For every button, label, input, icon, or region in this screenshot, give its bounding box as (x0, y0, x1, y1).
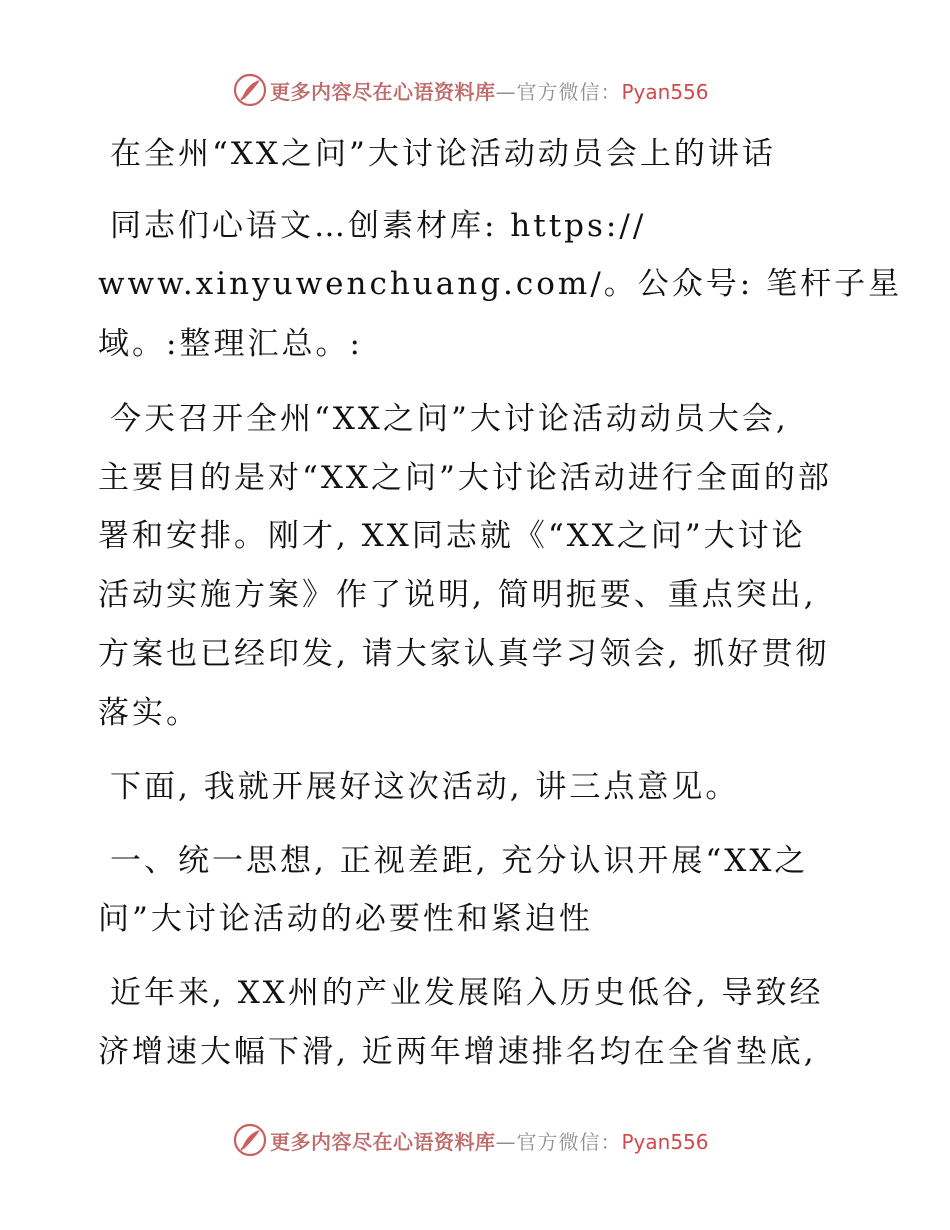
para1-line-5: 方案也已经印发, 请大家认真学习领会, 抓好贯彻 (98, 636, 830, 672)
footer-wechat-id: Pyan556 (621, 1130, 709, 1154)
para1-line-3: 署和安排。刚才, XX同志就《“XX之问”大讨论 (98, 518, 806, 554)
para1-line-6: 落实。 (98, 695, 200, 731)
footer-banner-text: 更多内容尽在心语资料库 (270, 1130, 496, 1154)
footer-banner-separator: —官方微信： (495, 1130, 622, 1154)
quill-logo-icon (232, 1122, 268, 1158)
footer-banner (0, 1120, 950, 1160)
para1-line-2: 主要目的是对“XX之问”大讨论活动进行全面的部 (98, 460, 832, 496)
intro-line-3: 域。:整理汇总。: (98, 326, 363, 362)
para3-line-2: 济增速大幅下滑, 近两年增速排名均在全省垫底, (98, 1034, 817, 1070)
banner-separator: —官方微信： (495, 80, 622, 104)
para1-line-1: 今天召开全州“XX之问”大讨论活动动员大会, (110, 401, 789, 437)
heading1-line-1: 一、统一思想, 正视差距, 充分认识开展“XX之 (110, 843, 809, 879)
document-title: 在全州“XX之问”大讨论活动动员会上的讲话 (110, 136, 776, 172)
para2-line-1: 下面, 我就开展好这次活动, 讲三点意见。 (110, 769, 740, 805)
header-banner (0, 70, 950, 110)
para3-line-1: 近年来, XX州的产业发展陷入历史低谷, 导致经 (110, 975, 824, 1011)
para1-line-4: 活动实施方案》作了说明, 简明扼要、重点突出, (98, 577, 817, 613)
intro-line-2: www.xinyuwenchuang.com/。公众号: 笔杆子星 (98, 266, 903, 302)
banner-text: 更多内容尽在心语资料库 (270, 80, 496, 104)
intro-line-1: 同志们心语文…创素材库: https:// (110, 208, 647, 244)
heading1-line-2: 问”大讨论活动的必要性和紧迫性 (98, 901, 593, 937)
quill-logo-icon (232, 72, 268, 108)
wechat-id: Pyan556 (621, 80, 709, 104)
